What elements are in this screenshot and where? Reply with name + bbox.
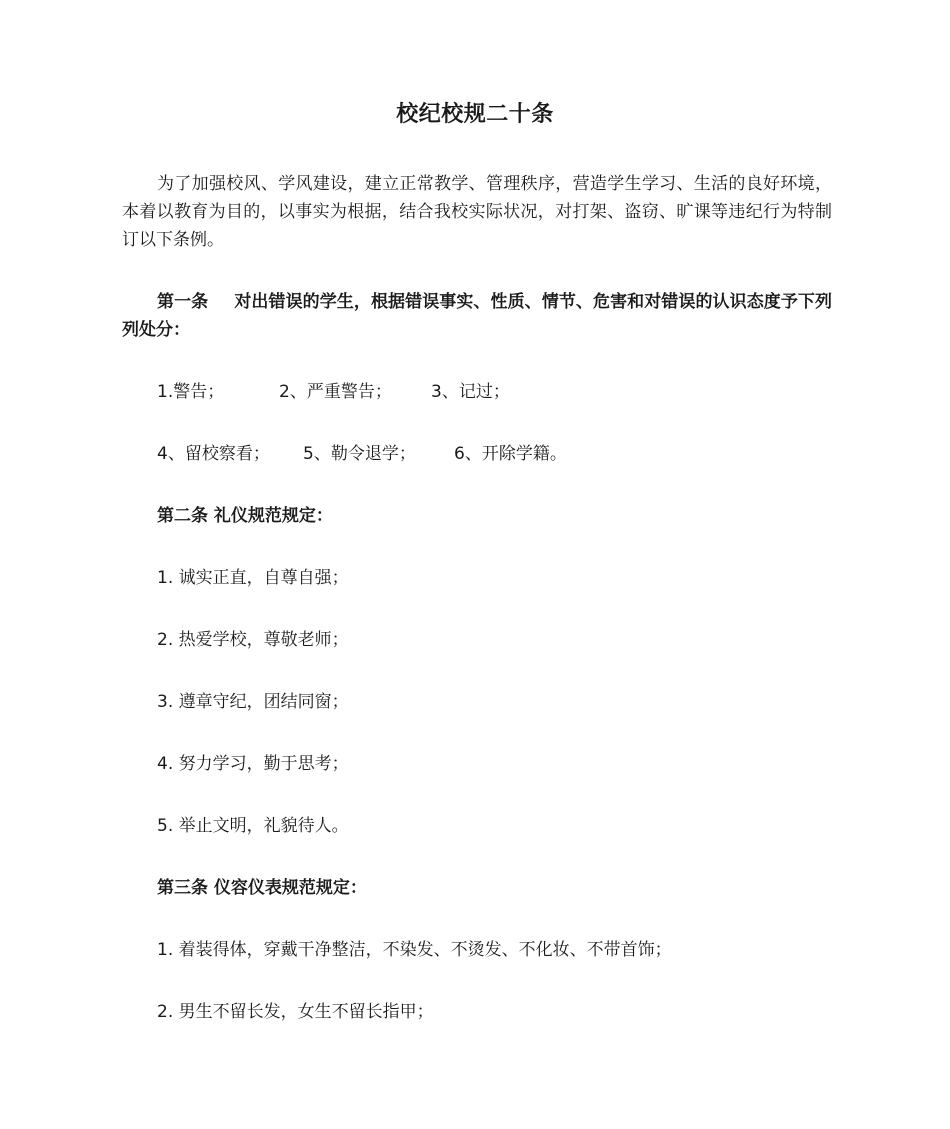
list-item: 3. 遵章守纪，团结同窗； (157, 692, 349, 712)
list-item: 4. 努力学习，勤于思考； (157, 754, 349, 774)
list-item: 1. 着装得体，穿戴干净整洁，不染发、不烫发、不化妆、不带首饰； (157, 940, 672, 960)
penalty-item: 4、留校察看； (157, 444, 270, 464)
page-title: 校纪校规二十条 (396, 102, 554, 127)
penalty-item: 2、严重警告； (279, 382, 392, 402)
penalty-item: 1.警告； (157, 382, 225, 402)
penalty-item: 3、记过； (431, 382, 510, 402)
list-item: 2. 热爱学校，尊敬老师； (157, 630, 349, 650)
article-1-paragraph (122, 288, 832, 344)
article-1-text: 对出错误的学生，根据错误事实、性质、情节、危害和对错误的认识态度予下列列处分： (122, 292, 833, 340)
list-item: 1. 诚实正直，自尊自强； (157, 568, 349, 588)
intro-paragraph: 为了加强校风、学风建设，建立正常教学、管理秩序，营造学生学习、生活的良好环境，本着以教育为目的，以事实为根据，结合我校实际状况，对打架、盗窃、旷课等违纪行为特制订以下条例。 (122, 174, 832, 250)
penalty-item: 6、开除学籍。 (454, 444, 567, 464)
penalty-item: 5、勒令退学； (303, 444, 416, 464)
list-item: 2. 男生不留长发，女生不留长指甲； (157, 1002, 434, 1022)
article-2-heading: 第二条 礼仪规范规定： (157, 506, 333, 526)
article-1-heading: 第一条 (157, 292, 209, 312)
article-3-heading: 第三条 仪容仪表规范规定： (157, 878, 367, 898)
list-item: 5. 举止文明，礼貌待人。 (157, 816, 349, 836)
